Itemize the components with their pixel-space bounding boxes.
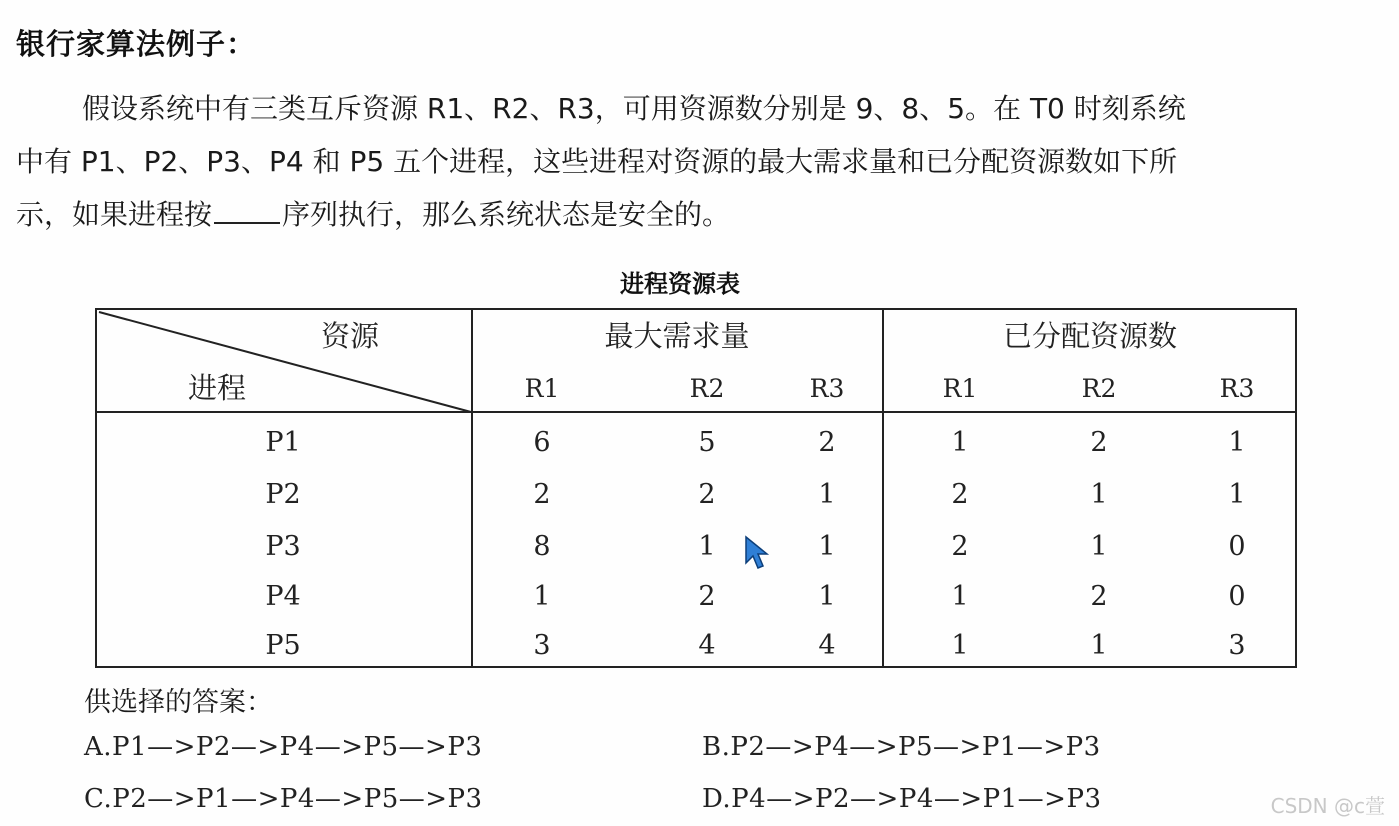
- divider-group: [882, 310, 884, 666]
- table-cell: 1: [818, 479, 836, 510]
- table-cell: 4: [698, 630, 716, 661]
- process-resource-table: [95, 308, 1297, 668]
- divider-process-col: [471, 310, 473, 666]
- subheader-alloc-r1: R1: [942, 374, 978, 403]
- group-header-max-demand: 最大需求量: [604, 319, 750, 353]
- paragraph-line-1: 假设系统中有三类互斥资源 R1、R2、R3，可用资源数分别是 9、8、5。在 T0 时刻系统: [82, 92, 1186, 125]
- paragraph-line-2: 中有 P1、P2、P3、P4 和 P5 五个进程，这些进程对资源的最大需求量和已分配资源数如下所: [16, 145, 1178, 178]
- subheader-max-r2: R2: [689, 374, 725, 403]
- table-cell: 4: [818, 630, 836, 661]
- table-cell: 2: [698, 479, 716, 510]
- paragraph-line-3: 示，如果进程按 序列执行，那么系统状态是安全的。: [16, 188, 1384, 241]
- table-cell: 2: [1090, 427, 1108, 458]
- corner-label-resources: 资源: [320, 319, 380, 353]
- answer-blank: [214, 194, 280, 224]
- table-caption: 进程资源表: [620, 270, 740, 298]
- table-cell: 0: [1228, 581, 1246, 612]
- option-a: A.P1—>P2—>P4—>P5—>P3: [84, 732, 483, 762]
- table-cell: 2: [1090, 581, 1108, 612]
- table-cell: 3: [1228, 630, 1246, 661]
- option-c: C.P2—>P1—>P4—>P5—>P3: [84, 784, 483, 814]
- subheader-alloc-r3: R3: [1219, 374, 1255, 403]
- table-cell: 2: [698, 581, 716, 612]
- subheader-max-r1: R1: [524, 374, 560, 403]
- option-b: B.P2—>P4—>P5—>P1—>P3: [702, 732, 1101, 762]
- table-cell: 1: [698, 531, 716, 562]
- row-process-label: P1: [265, 427, 301, 458]
- table-cell: 1: [1228, 479, 1246, 510]
- table-cell: 6: [533, 427, 551, 458]
- table-cell: 1: [951, 427, 969, 458]
- table-cell: 1: [951, 630, 969, 661]
- table-cell: 2: [818, 427, 836, 458]
- table-cell: 1: [1090, 630, 1108, 661]
- table-cell: 2: [533, 479, 551, 510]
- table-cell: 1: [1090, 479, 1108, 510]
- table-cell: 0: [1228, 531, 1246, 562]
- group-header-allocated: 已分配资源数: [1002, 319, 1178, 353]
- table-cell: 8: [533, 531, 551, 562]
- option-d: D.P4—>P2—>P4—>P1—>P3: [702, 784, 1102, 814]
- divider-header: [97, 411, 1295, 413]
- page-title: 银行家算法例子：: [16, 27, 257, 61]
- answers-label: 供选择的答案：: [84, 687, 273, 718]
- table-cell: 1: [818, 581, 836, 612]
- row-process-label: P5: [265, 630, 301, 661]
- row-process-label: P3: [265, 531, 301, 562]
- table-cell: 1: [951, 581, 969, 612]
- subheader-alloc-r2: R2: [1081, 374, 1117, 403]
- table-cell: 1: [1228, 427, 1246, 458]
- table-cell: 1: [533, 581, 551, 612]
- corner-label-processes: 进程: [187, 371, 247, 405]
- table-cell: 5: [698, 427, 716, 458]
- watermark: CSDN @c萱: [1270, 794, 1385, 818]
- table-cell: 3: [533, 630, 551, 661]
- row-process-label: P2: [265, 479, 301, 510]
- header-diagonal-line: [97, 310, 473, 414]
- subheader-max-r3: R3: [809, 374, 845, 403]
- table-cell: 1: [818, 531, 836, 562]
- row-process-label: P4: [265, 581, 301, 612]
- table-cell: 2: [951, 531, 969, 562]
- problem-paragraph: [16, 82, 1384, 241]
- table-cell: 1: [1090, 531, 1108, 562]
- mouse-pointer-icon: [744, 535, 770, 571]
- table-cell: 2: [951, 479, 969, 510]
